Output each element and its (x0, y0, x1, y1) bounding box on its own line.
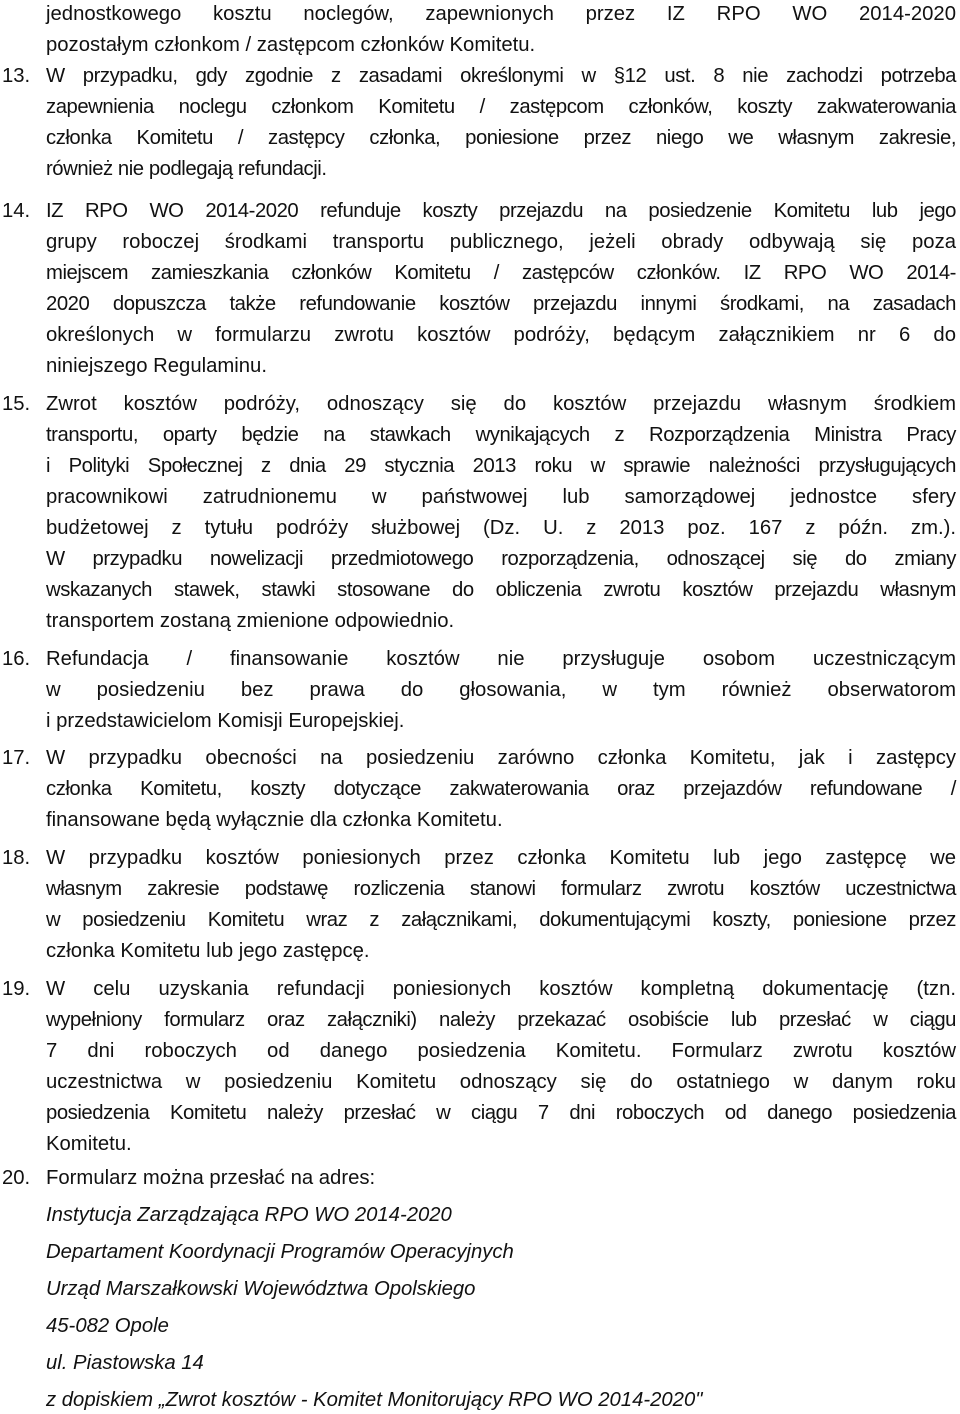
address-line-office: Urząd Marszałkowski Województwa Opolskiego (46, 1278, 476, 1300)
text-line: finansowane będą wyłącznie dla członka Komitetu. (46, 809, 503, 831)
text-line: członka Komitetu, koszty dotyczące zakwaterowania oraz przejazdów refundowane / (46, 778, 956, 800)
text-line: wskazanych stawek, stawki stosowane do obliczenia zwrotu kosztów przejazdu własnym (46, 579, 956, 601)
text-line: 7 dni roboczych od danego posiedzenia Komitetu. Formularz zwrotu kosztów (46, 1040, 956, 1062)
text-line: wypełniony formularz oraz załączniki) należy przekazać osobiście lub przesłać w ciągu (46, 1009, 956, 1031)
text-line: w posiedzeniu bez prawa do głosowania, w tym również obserwatorom (46, 679, 956, 701)
text-line: pozostałym członkom / zastępcom członków Komitetu. (46, 34, 536, 56)
text-line: i przedstawicielom Komisji Europejskiej. (46, 710, 405, 732)
text-line: posiedzenia Komitetu należy przesłać w ciągu 7 dni roboczych od danego posiedzenia (46, 1102, 956, 1124)
text-line: w posiedzeniu Komitetu wraz z załącznikami, dokumentującymi koszty, poniesione przez (46, 909, 956, 931)
text-line: grupy roboczej środkami transportu publicznego, jeżeli obrady odbywają się poza (46, 231, 956, 253)
text-line: miejscem zamieszkania członków Komitetu / zastępców członków. IZ RPO WO 2014- (46, 262, 956, 284)
text-line: W przypadku, gdy zgodnie z zasadami określonymi w §12 ust. 8 nie zachodzi potrzeba (46, 65, 956, 87)
text-line: transportu, oparty będzie na stawkach wynikających z Rozporządzenia Ministra Pracy (46, 424, 956, 446)
text-line: Refundacja / finansowanie kosztów nie przysługuje osobom uczestniczącym (46, 648, 956, 670)
address-line-city: 45-082 Opole (46, 1315, 169, 1337)
text-line: Komitetu. (46, 1133, 132, 1155)
text-line: transportem zostaną zmienione odpowiednio. (46, 610, 455, 632)
text-line: jednostkowego kosztu noclegów, zapewnionych przez IZ RPO WO 2014-2020 (46, 3, 956, 25)
text-line: członka Komitetu lub jego zastępcę. (46, 940, 370, 962)
text-line: W przypadku kosztów poniesionych przez członka Komitetu lub jego zastępcę we (46, 847, 956, 869)
text-line: budżetowej z tytułu podróży służbowej (Dz. U. z 2013 poz. 167 z późn. zm.). (46, 517, 956, 539)
text-line: również nie podlegają refundacji. (46, 158, 327, 180)
text-line: W przypadku obecności na posiedzeniu zarówno członka Komitetu, jak i zastępcy (46, 747, 956, 769)
text-line: 2020 dopuszcza także refundowanie kosztów przejazdu innymi środkami, na zasadach (46, 293, 956, 315)
text-line: Zwrot kosztów podróży, odnoszący się do kosztów przejazdu własnym środkiem (46, 393, 956, 415)
text-line: członka Komitetu / zastępcy członka, poniesione przez niego we własnym zakresie, (46, 127, 956, 149)
text-line: W celu uzyskania refundacji poniesionych kosztów kompletną dokumentację (tzn. (46, 978, 956, 1000)
address-line-street: ul. Piastowska 14 (46, 1352, 204, 1374)
item-number: 13. (2, 65, 31, 87)
text-line: zapewnienia noclegu członkom Komitetu / zastępcom członków, koszty zakwaterowania (46, 96, 956, 118)
item-number: 15. (2, 393, 31, 415)
text-line: własnym zakresie podstawę rozliczenia stanowi formularz zwrotu kosztów uczestnictwa (46, 878, 956, 900)
item-number: 16. (2, 648, 31, 670)
item-number: 20. (2, 1167, 31, 1189)
text-line: niniejszego Regulaminu. (46, 355, 267, 377)
text-line: i Polityki Społecznej z dnia 29 stycznia 2013 roku w sprawie należności przysługujących (46, 455, 956, 477)
address-line-department: Departament Koordynacji Programów Operacyjnych (46, 1241, 514, 1263)
text-line: Formularz można przesłać na adres: (46, 1167, 376, 1189)
item-number: 17. (2, 747, 31, 769)
address-line-note: z dopiskiem „Zwrot kosztów - Komitet Monitorujący RPO WO 2014-2020" (46, 1389, 703, 1411)
text-line: uczestnictwa w posiedzeniu Komitetu odnoszący się do ostatniego w danym roku (46, 1071, 956, 1093)
item-number: 18. (2, 847, 31, 869)
text-line: określonych w formularzu zwrotu kosztów podróży, będącym załącznikiem nr 6 do (46, 324, 956, 346)
item-number: 14. (2, 200, 31, 222)
text-line: IZ RPO WO 2014-2020 refunduje koszty przejazdu na posiedzenie Komitetu lub jego (46, 200, 956, 222)
address-line-institution: Instytucja Zarządzająca RPO WO 2014-2020 (46, 1204, 452, 1226)
text-line: pracownikowi zatrudnionemu w państwowej lub samorządowej jednostce sfery (46, 486, 956, 508)
text-line: W przypadku nowelizacji przedmiotowego rozporządzenia, odnoszącej się do zmiany (46, 548, 956, 570)
item-number: 19. (2, 978, 31, 1000)
